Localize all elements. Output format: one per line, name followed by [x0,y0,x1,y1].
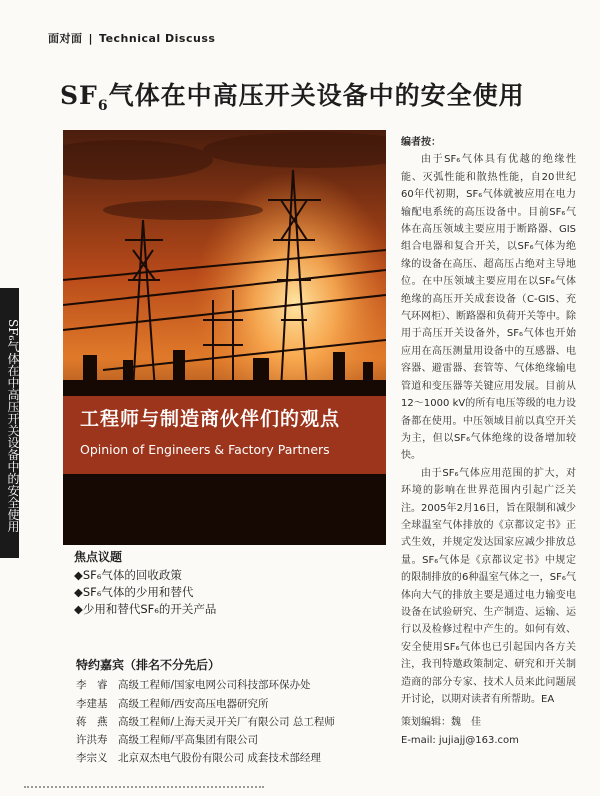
guest-title: 高级工程师/国家电网公司科技部环保办处 [118,679,311,692]
guest-title: 高级工程师/西安高压电器研究所 [118,697,269,710]
banner-title-zh: 工程师与制造商伙伴们的观点 [80,408,341,430]
focus-item: ◆少用和替代SF₆的开关产品 [74,602,217,616]
guest-entry [76,749,335,767]
footer-rule [24,786,264,792]
editor-email: E-mail: jujiajj@163.com [401,734,519,746]
header-separator: | [88,32,94,45]
guest-entry [76,676,335,694]
title-subscript: 6 [97,98,109,114]
guest-name: 李宗义 [76,752,108,765]
guest-title: 高级工程师/平高集团有限公司 [118,734,259,747]
article-title [60,76,525,114]
guest-name: 李建基 [76,697,108,710]
focus-item: ◆SF₆气体的回收政策 [74,568,182,582]
guest-name: 许洪寿 [76,734,108,747]
guest-name: 蒋 燕 [76,715,108,728]
body-paragraph: 由于SF₆气体应用范围的扩大，对环境的影响在世界范围内引起广泛关注。2005年2月16日，旨在限制和减少全球温室气体排放的《京都议定书》正式生效，并规定发达国家应减少排放总量。SF₆气体是《京都议定书》中规定的限制排放的6种温室气体之一，SF₆气体向大气的排放主要是通过电力输变电设备在试验研究、生产制造、运输、运行以及检修过程中产生的。如何有效、安全使用SF₆气体也已引起国内各方关注，我刊特邀政策制定、研究和开关制造商的部分专家、技术人员来此问题展开讨论，以期对读者有所帮助。EA [401,467,576,705]
focus-heading: 焦点议题 [74,550,123,564]
guest-title: 北京双杰电气股份有限公司 成套技术部经理 [118,752,321,765]
side-tab: SF₆气体在中高压开关设备中的安全使用 [0,288,19,558]
hero-image [63,130,386,545]
guest-entry [76,713,335,731]
guest-title: 高级工程师/上海天灵开关厂有限公司 总工程师 [118,715,335,728]
title-main: 气体在中高压开关设备中的安全使用 [108,81,525,110]
focus-item: ◆SF₆气体的少用和替代 [74,585,194,599]
editor-note-column [401,134,576,749]
guest-entry [76,731,335,749]
editor-note-heading: 编者按： [401,137,441,148]
guest-entry [76,695,335,713]
section-label: 面对面 [48,32,83,45]
editor-credit: 策划编辑：魏 佳 [401,717,481,729]
substation-sunset-illustration [63,130,386,545]
guest-name: 李 睿 [76,679,108,692]
guest-list [76,656,335,768]
guests-heading: 特约嘉宾（排名不分先后） [76,658,221,672]
title-prefix: SF [60,81,98,110]
page-header [48,30,215,46]
banner-title-en: Opinion of Engineers & Factory Partners [80,442,330,457]
body-paragraph: 由于SF₆气体具有优越的绝缘性能、灭弧性能和散热性能，自20世纪60年代初期，SF₆气体就被应用在电力输配电系统的高压设备中。目前SF₆气体在高压领域主要应用于断路器、GIS组合电器和复合开关，以SF₆气体为绝缘的设备在高压、超高压占绝对主导地位。在中压领域主要应用在以SF₆气体绝缘的高压开关成套设备（C-GIS、充气环网柜）、断路器和负荷开关等中。除用于高压开关设备外，SF₆气体也开始应用在高压测量用设备中的互感器、电容器、避雷器、套管等、气体绝缘输电管道和变压器等关键应用发展。目前从12～1000 kV的所有电压等级的电力设备都在使用。中压领域目前以真空开关为主，但以SF₆气体绝缘的设备增加较快。 [401,154,576,462]
section-subtitle: Technical Discuss [99,32,216,45]
focus-topics [74,549,216,618]
